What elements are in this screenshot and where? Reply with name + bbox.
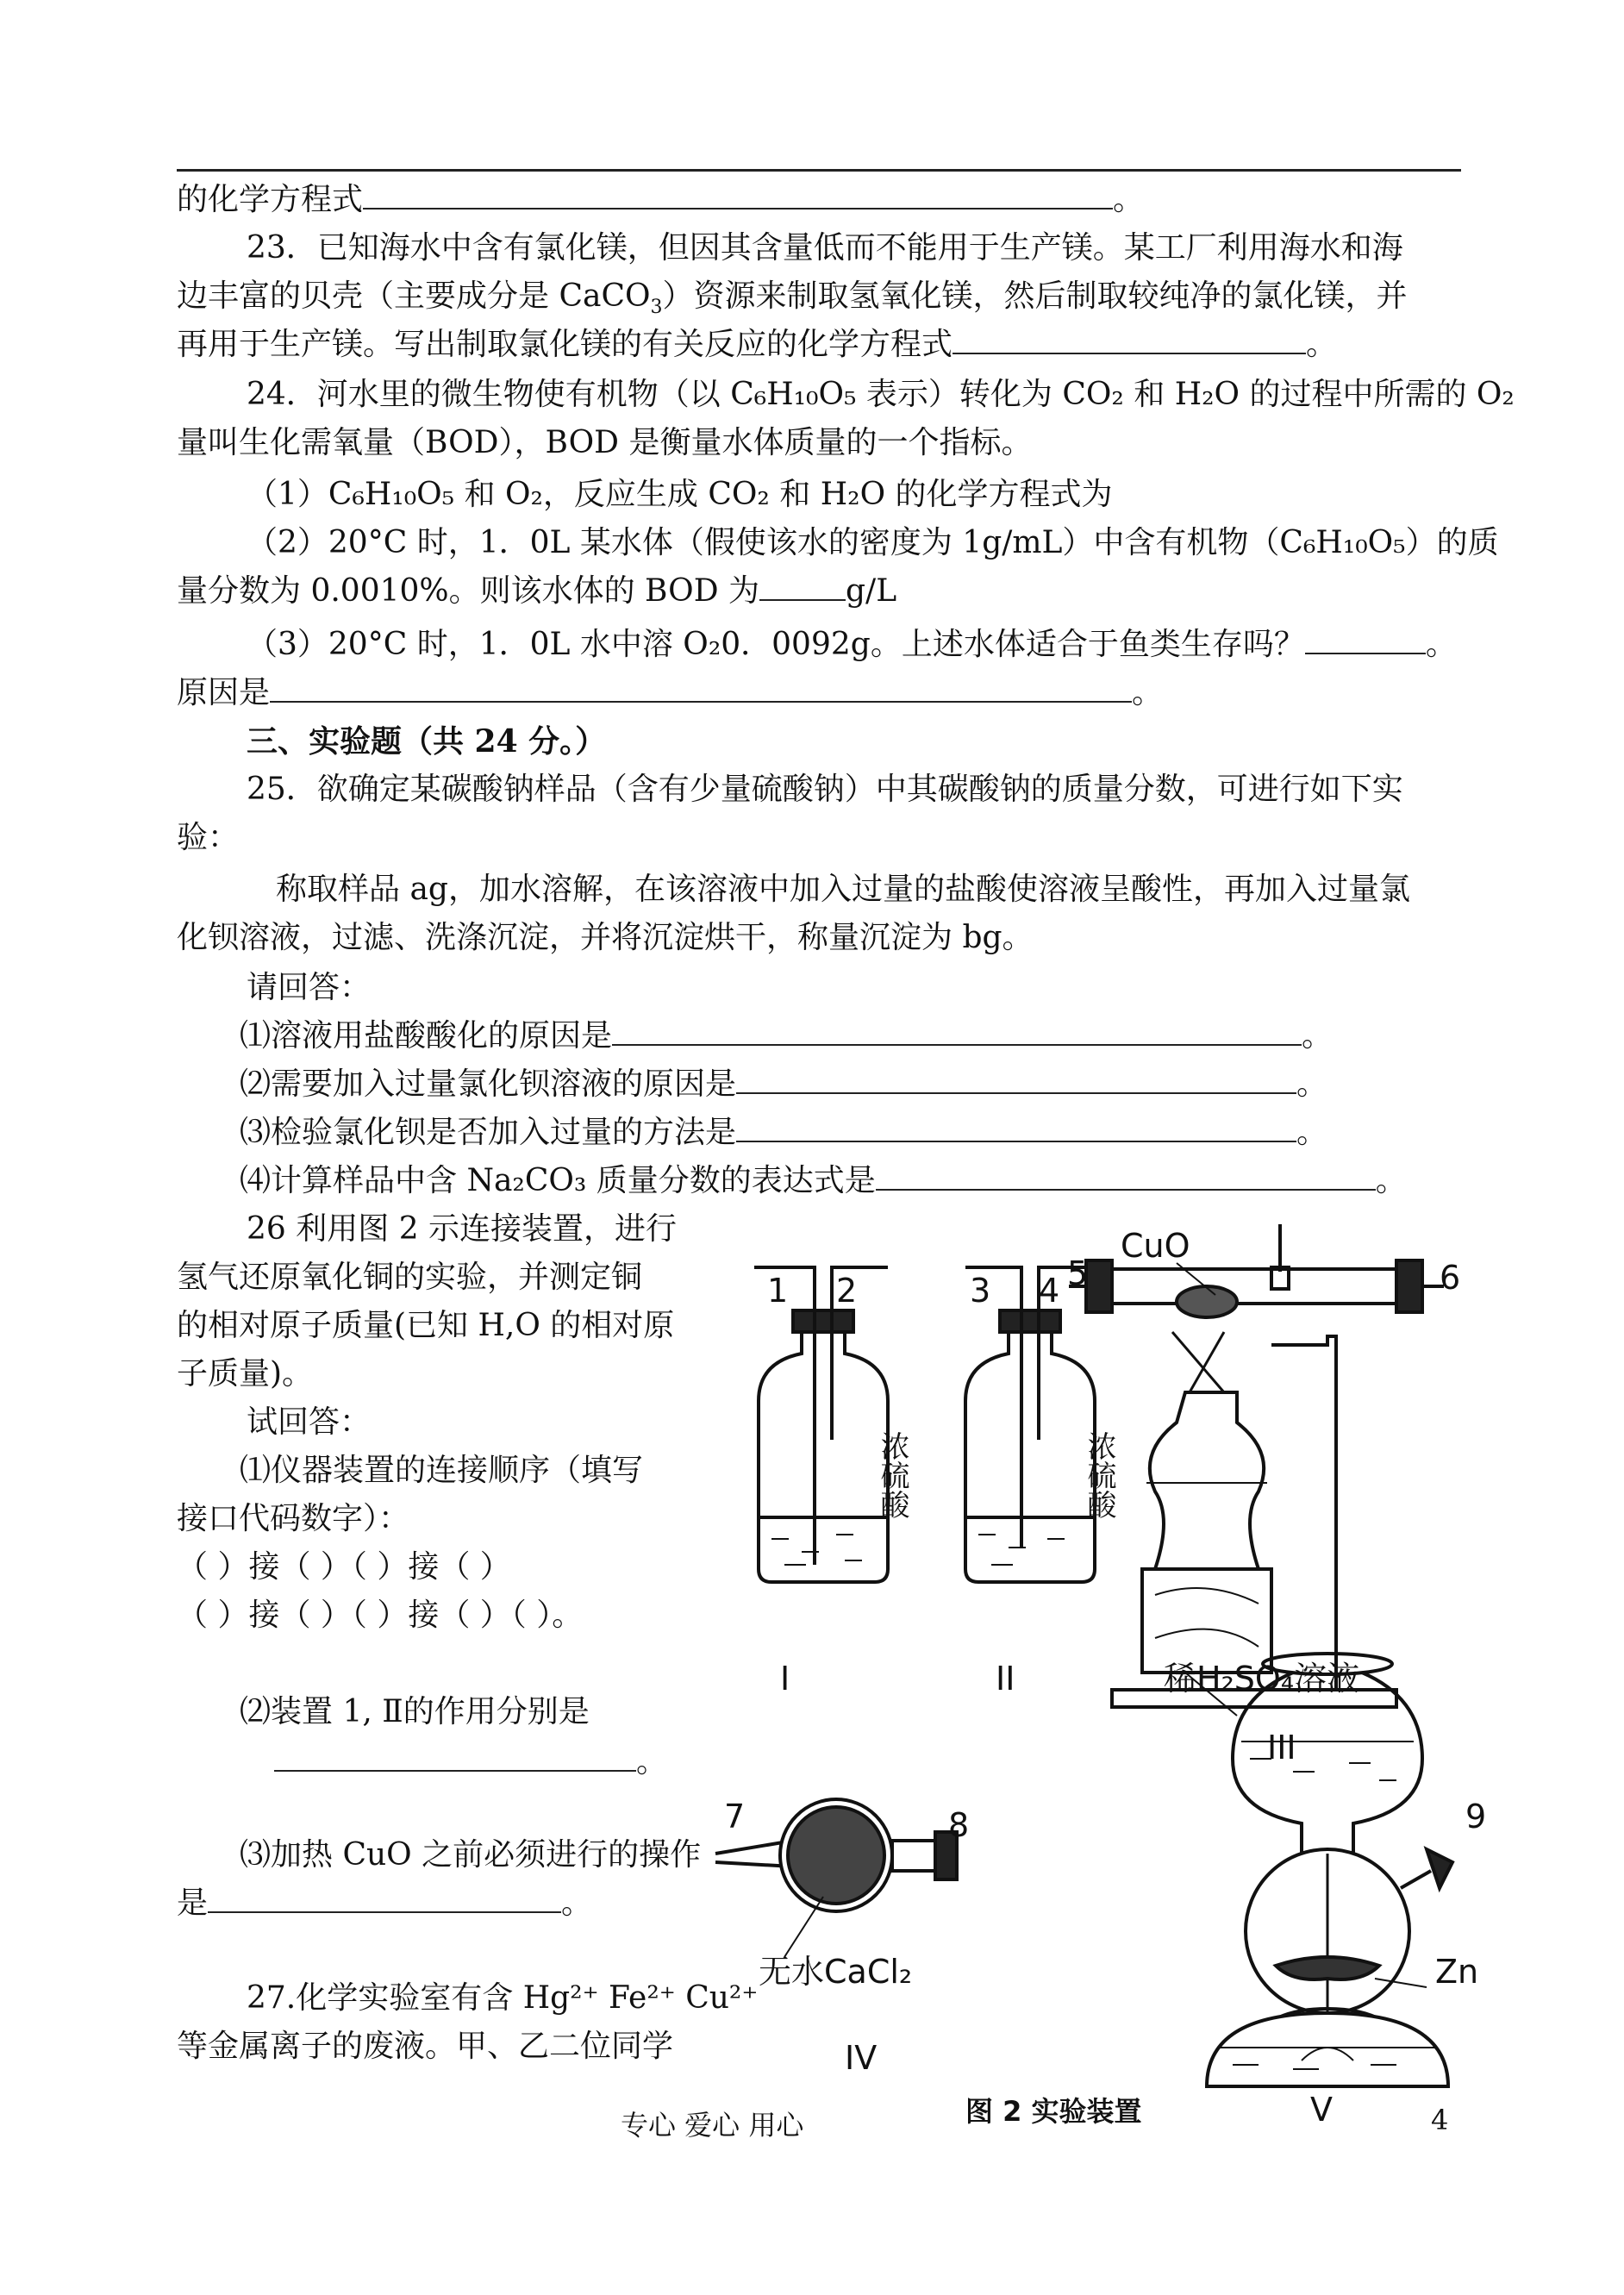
- port-3: 3: [970, 1272, 991, 1310]
- answer-blank[interactable]: [363, 182, 1113, 209]
- answer-blank[interactable]: [953, 327, 1306, 354]
- port-5: 5: [1067, 1254, 1089, 1292]
- q23-line2: 边丰富的贝壳（主要成分是 CaCO$_3$）资源来制取氢氧化镁，然后制取较纯净的氯化镁，并: [177, 278, 1408, 319]
- port-4: 4: [1039, 1272, 1060, 1310]
- answer-blank[interactable]: [876, 1163, 1376, 1191]
- q25-item4: ⑷计算样品中含 Na₂CO₃ 质量分数的表达式是 。: [240, 1163, 1407, 1198]
- answer-blank[interactable]: [270, 675, 1132, 703]
- q26-ask: 试回答：: [247, 1404, 372, 1440]
- q25-item2: ⑵需要加入过量氯化钡溶液的原因是 。: [240, 1066, 1328, 1102]
- port-2: 2: [836, 1272, 858, 1310]
- port-7: 7: [724, 1798, 746, 1835]
- wash-bottle-ii: [965, 1267, 1095, 1582]
- q22-tail: 的化学方程式 。: [177, 182, 1145, 217]
- label-zn: Zn: [1435, 1953, 1479, 1991]
- q26-line4: 子质量)。: [177, 1356, 314, 1391]
- label-apparatus-iii: III: [1267, 1729, 1296, 1767]
- label-conc-h2so4-b: 浓硫酸: [1082, 1431, 1116, 1519]
- header-rule: [177, 169, 1461, 172]
- answer-blank[interactable]: [1305, 627, 1426, 654]
- label-cacl2: 无水CaCl₂: [759, 1953, 913, 1991]
- figure-caption: 图 2 实验装置: [965, 2095, 1142, 2128]
- port-8: 8: [948, 1806, 970, 1844]
- answer-blank[interactable]: [274, 1744, 636, 1772]
- q23-line1: 23．已知海水中含有氯化镁，但因其含量低而不能用于生产镁。某工厂利用海水和海: [247, 230, 1403, 266]
- q26-order-row2[interactable]: （ ）接（ ）（ ）接（ ）（ ）。: [177, 1598, 584, 1633]
- q25-line1: 25．欲确定某碳酸钠样品（含有少量硫酸钠）中其碳酸钠的质量分数，可进行如下实: [247, 772, 1403, 807]
- q26-item3b: 是 。: [177, 1885, 593, 1921]
- kipp-generator-v: [1185, 1654, 1452, 2086]
- answer-blank[interactable]: [736, 1066, 1296, 1094]
- q24-line2: 量叫生化需氧量（BOD），BOD 是衡量水体质量的一个指标。: [177, 425, 1033, 460]
- q25-item1: ⑴溶液用盐酸酸化的原因是 。: [240, 1018, 1334, 1054]
- q27-line2: 等金属离子的废液。甲、乙二位同学: [177, 2029, 674, 2064]
- q26-item2-blank: 。: [274, 1743, 667, 1781]
- q24-reason: 原因是 。: [177, 675, 1164, 710]
- q26-item2: ⑵装置 1, Ⅱ的作用分别是: [240, 1694, 590, 1729]
- q25-ask: 请回答：: [247, 970, 372, 1005]
- answer-blank[interactable]: [759, 573, 846, 601]
- label-conc-h2so4-a: 浓硫酸: [875, 1431, 909, 1519]
- combustion-tube-iii: [1069, 1224, 1444, 1707]
- answer-blank[interactable]: [736, 1115, 1296, 1142]
- label-tube-iv: IV: [845, 2039, 878, 2077]
- label-bottle-ii: II: [996, 1660, 1015, 1698]
- port-6: 6: [1440, 1259, 1461, 1297]
- port-1: 1: [767, 1272, 789, 1310]
- q24-sub2a: （2）20°C 时，1．0L 某水体（假使该水的密度为 1g/mL）中含有机物（C₆H₁₀O₅）的质: [247, 525, 1499, 560]
- label-dil-h2so4: 稀H₂SO₄溶液: [1164, 1660, 1360, 1698]
- q26-item1b: 接口代码数字）：: [177, 1501, 410, 1536]
- q26-line3: 的相对原子质量(已知 H,O 的相对原: [177, 1308, 675, 1343]
- footer-motto: 专心 爱心 用心: [621, 2109, 804, 2142]
- q25-item3: ⑶检验氯化钡是否加入过量的方法是 。: [240, 1115, 1328, 1150]
- q25-line4: 化钡溶液，过滤、洗涤沉淀，并将沉淀烘干，称量沉淀为 bg。: [177, 920, 1034, 955]
- q25-line2: 验：: [177, 820, 240, 855]
- q24-sub2b: 量分数为 0.0010%。则该水体的 BOD 为 g/L: [177, 573, 897, 609]
- wash-bottle-i: [754, 1267, 888, 1582]
- answer-blank[interactable]: [208, 1885, 561, 1913]
- drying-tube-iv: [715, 1799, 957, 1957]
- page-number: 4: [1431, 2104, 1449, 2136]
- q26-line2: 氢气还原氧化铜的实验，并测定铜: [177, 1260, 643, 1295]
- experiment-apparatus-figure: [707, 1207, 1487, 2138]
- label-kipp-v: V: [1310, 2091, 1333, 2129]
- q24-line1: 24．河水里的微生物使有机物（以 C₆H₁₀O₅ 表示）转化为 CO₂ 和 H₂O 的过程中所需的 O₂: [247, 377, 1515, 412]
- q23-line3: 再用于生产镁。写出制取氯化镁的有关反应的化学方程式 。: [177, 327, 1338, 362]
- q26-order-row1[interactable]: （ ）接（ ）（ ）接（ ）: [177, 1549, 511, 1585]
- q26-item1a: ⑴仪器装置的连接顺序（填写: [240, 1453, 644, 1488]
- q24-sub3: （3）20°C 时，1．0L 水中溶 O₂0．0092g。上述水体适合于鱼类生存吗？ 。: [247, 627, 1457, 662]
- q26-item3a: ⑶加热 CuO 之前必须进行的操作: [240, 1837, 702, 1873]
- label-bottle-i: I: [780, 1660, 790, 1698]
- q25-line3: 称取样品 ag，加水溶解，在该溶液中加入过量的盐酸使溶液呈酸性，再加入过量氯: [276, 872, 1410, 907]
- label-cuo: CuO: [1121, 1227, 1190, 1265]
- q24-sub1: （1）C₆H₁₀O₅ 和 O₂，反应生成 CO₂ 和 H₂O 的化学方程式为: [247, 477, 1113, 512]
- section-title: 三、实验题（共 24 分。）: [247, 723, 607, 760]
- port-9: 9: [1465, 1798, 1487, 1835]
- q26-line1: 26 利用图 2 示连接装置，进行: [247, 1211, 678, 1247]
- q27-line1: 27.化学实验室有含 Hg²⁺ Fe²⁺ Cu²⁺: [247, 1980, 759, 2016]
- answer-blank[interactable]: [612, 1018, 1302, 1046]
